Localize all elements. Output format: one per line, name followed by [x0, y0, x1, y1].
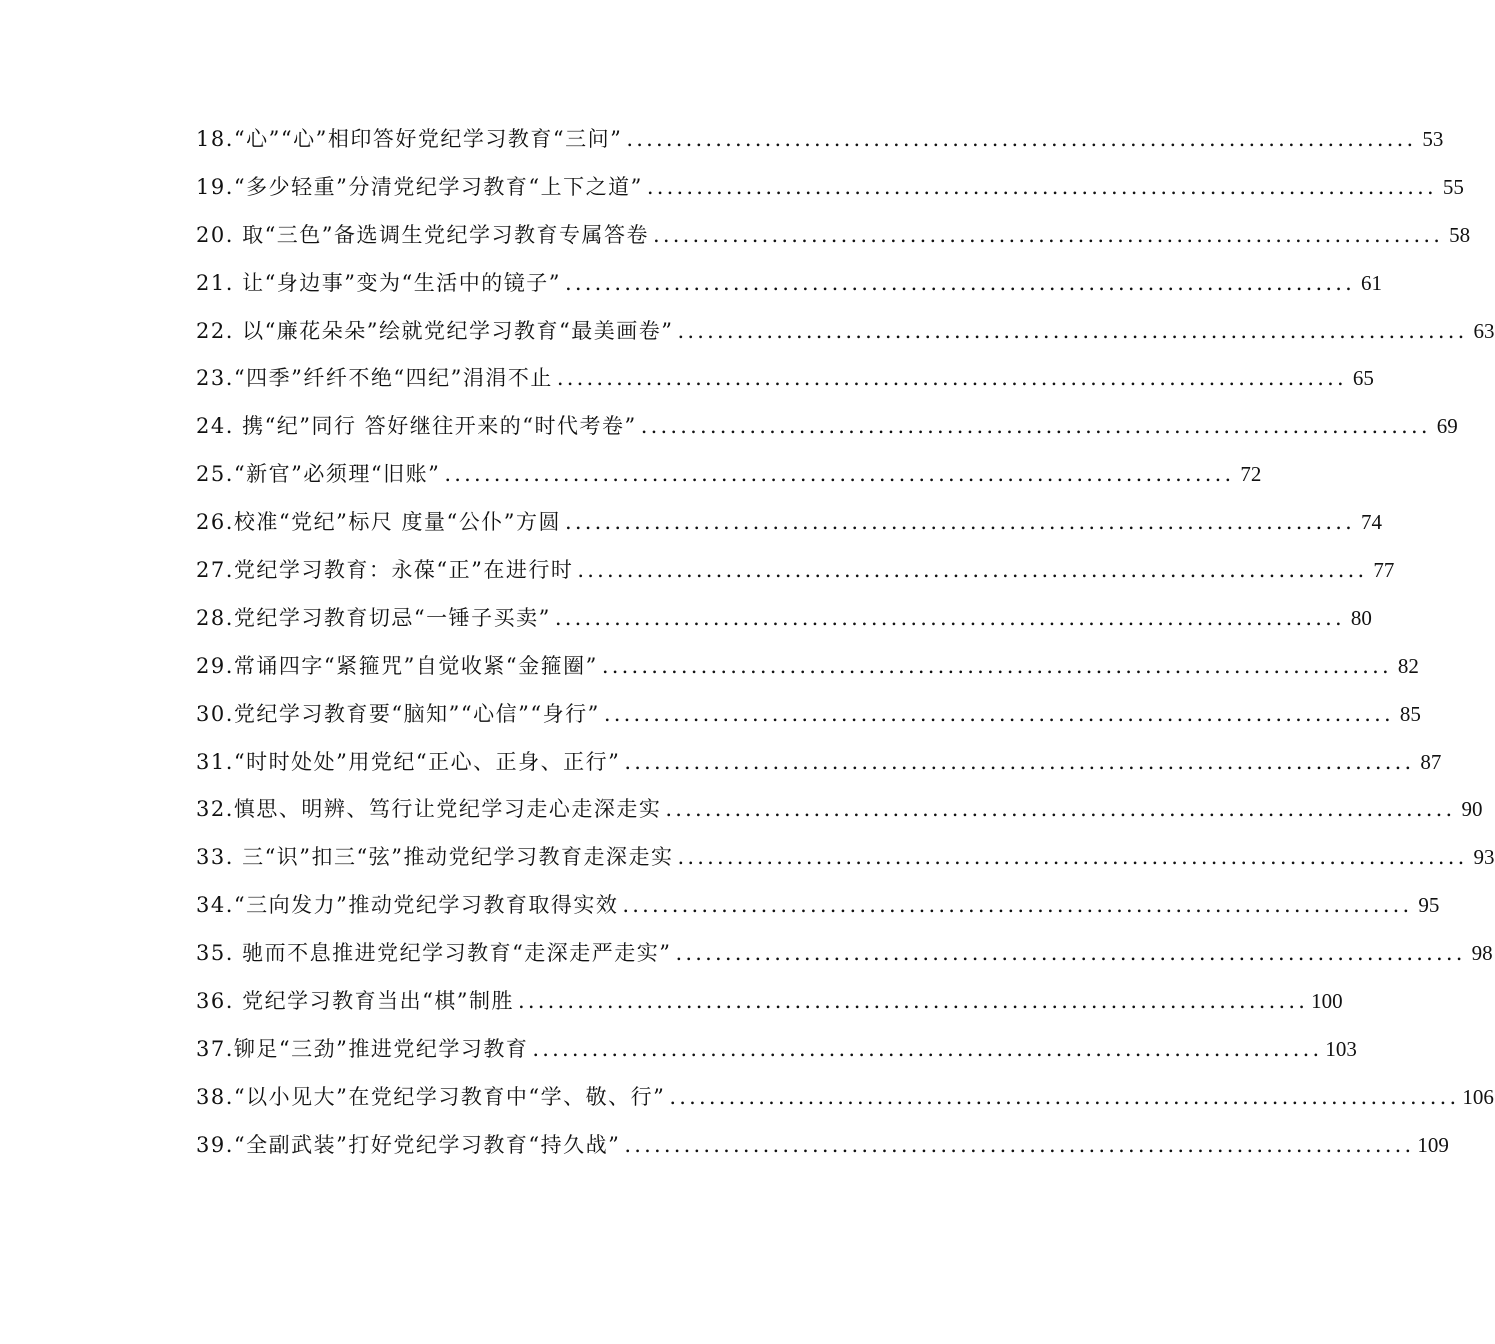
toc-entry[interactable]: [196, 691, 1421, 739]
toc-entry-title: 38.“以小见大”在党纪学习教育中“学、敬、行”: [196, 1084, 666, 1109]
dot-leader: ................................................................................: [677, 318, 1468, 343]
toc-entry-title: 33. 三“识”扣三“弦”推动党纪学习教育走深走实: [196, 845, 674, 870]
toc-entry[interactable]: [196, 1026, 1357, 1074]
toc-entry-page-number: 103: [1325, 1036, 1357, 1061]
toc-entry-page-number: 87: [1420, 749, 1442, 774]
toc-entry-page-number: 65: [1352, 366, 1374, 391]
toc-entry-page-number: 82: [1397, 653, 1419, 678]
toc-entry[interactable]: [196, 834, 1495, 882]
toc-entry[interactable]: [196, 739, 1442, 787]
toc-entry[interactable]: [196, 786, 1483, 834]
toc-entry-page-number: 98: [1471, 941, 1493, 966]
toc-entry-title: 25.“新官”必须理“旧账”: [196, 462, 441, 487]
toc-entry[interactable]: [196, 260, 1383, 308]
dot-leader: ................................................................................: [669, 1084, 1460, 1109]
toc-entry[interactable]: [196, 882, 1440, 930]
dot-leader: ................................................................................: [554, 605, 1345, 630]
toc-entry-page-number: 106: [1462, 1084, 1494, 1109]
dot-leader: ................................................................................: [565, 270, 1356, 295]
toc-entry-title: 19.“多少轻重”分清党纪学习教育“上下之道”: [196, 174, 643, 199]
toc-entry-page-number: 95: [1418, 893, 1440, 918]
toc-entry-page-number: 85: [1399, 701, 1421, 726]
dot-leader: ................................................................................: [646, 174, 1437, 199]
toc-entry-page-number: 69: [1436, 414, 1458, 439]
toc-entry[interactable]: [196, 308, 1495, 356]
toc-entry-title: 21. 让“身边事”变为“生活中的镜子”: [196, 270, 562, 295]
toc-entry-page-number: 109: [1417, 1132, 1449, 1157]
toc-entry-page-number: 72: [1240, 462, 1262, 487]
toc-entry[interactable]: [196, 116, 1444, 164]
toc-entry-title: 26.校准“党纪”标尺 度量“公仆”方圆: [196, 510, 562, 535]
dot-leader: ................................................................................: [624, 1132, 1415, 1157]
toc-entry-title: 36. 党纪学习教育当出“棋”制胜: [196, 989, 515, 1014]
toc-entry[interactable]: [196, 355, 1374, 403]
dot-leader: ................................................................................: [601, 653, 1392, 678]
toc-entry-title: 35. 驰而不息推进党纪学习教育“走深走严走实”: [196, 941, 672, 966]
toc-entry-page-number: 53: [1422, 127, 1444, 151]
toc-entry-title: 24. 携“纪”同行 答好继往开来的“时代考卷”: [196, 414, 637, 439]
dot-leader: ................................................................................: [577, 558, 1368, 583]
dot-leader: ................................................................................: [622, 893, 1413, 918]
toc-entry-page-number: 74: [1361, 510, 1383, 535]
dot-leader: ................................................................................: [603, 701, 1394, 726]
toc-entry-title: 32.慎思、明辨、笃行让党纪学习走心走深走实: [196, 797, 662, 822]
toc-entry-title: 39.“全副武装”打好党纪学习教育“持久战”: [196, 1132, 621, 1157]
dot-leader: ................................................................................: [677, 845, 1468, 870]
dot-leader: ................................................................................: [556, 366, 1347, 391]
toc-entry-title: 34.“三向发力”推动党纪学习教育取得实效: [196, 893, 619, 918]
toc-entry-page-number: 58: [1449, 222, 1471, 247]
dot-leader: ................................................................................: [653, 222, 1444, 247]
toc-entry-page-number: 77: [1373, 558, 1395, 583]
toc-entry-title: 27.党纪学习教育：永葆“正”在进行时: [196, 558, 574, 583]
toc-entry-page-number: 90: [1461, 797, 1483, 822]
toc-entry[interactable]: [196, 643, 1419, 691]
toc-entry-title: 31.“时时处处”用党纪“正心、正身、正行”: [196, 749, 621, 774]
toc-entry[interactable]: [196, 595, 1372, 643]
toc-entry[interactable]: [196, 451, 1262, 499]
toc-entry-title: 20. 取“三色”备选调生党纪学习教育专属答卷: [196, 222, 650, 247]
dot-leader: ................................................................................: [565, 510, 1356, 535]
toc-entry-page-number: 61: [1361, 270, 1383, 295]
dot-leader: ................................................................................: [675, 941, 1466, 966]
dot-leader: ................................................................................: [665, 797, 1456, 822]
toc-entry[interactable]: [196, 930, 1493, 978]
toc-entry[interactable]: [196, 499, 1383, 547]
toc-entry-page-number: 100: [1311, 989, 1343, 1014]
toc-entry[interactable]: [196, 1074, 1494, 1122]
toc-entry-title: 22. 以“廉花朵朵”绘就党纪学习教育“最美画卷”: [196, 318, 674, 343]
dot-leader: ................................................................................: [640, 414, 1431, 439]
toc-entry-page-number: 63: [1473, 318, 1495, 343]
dot-leader: ................................................................................: [518, 989, 1309, 1014]
toc-entry[interactable]: [196, 547, 1395, 595]
dot-leader: ................................................................................: [532, 1036, 1323, 1061]
toc-entry-page-number: 55: [1442, 174, 1464, 199]
toc-entry[interactable]: [196, 403, 1458, 451]
toc-entry-title: 37.铆足“三劲”推进党纪学习教育: [196, 1036, 529, 1061]
toc-entry-title: 18.“心”“心”相印答好党纪学习教育“三问”: [196, 127, 623, 151]
toc-entry[interactable]: [196, 978, 1343, 1026]
toc-entry[interactable]: [196, 212, 1471, 260]
toc-entry-title: 29.常诵四字“紧箍咒”自觉收紧“金箍圈”: [196, 653, 598, 678]
toc-entry[interactable]: [196, 1122, 1449, 1170]
toc-entry-title: 23.“四季”纤纤不绝“四纪”涓涓不止: [196, 366, 553, 391]
toc-entry[interactable]: [196, 164, 1464, 212]
toc-entry-title: 28.党纪学习教育切忌“一锤子买卖”: [196, 605, 551, 630]
dot-leader: ................................................................................: [444, 462, 1235, 487]
toc-entry-title: 30.党纪学习教育要“脑知”“心信”“身行”: [196, 701, 600, 726]
dot-leader: ................................................................................: [624, 749, 1415, 774]
dot-leader: ................................................................................: [626, 127, 1417, 151]
table-of-contents: [196, 116, 1495, 1170]
toc-entry-page-number: 93: [1473, 845, 1495, 870]
toc-entry-page-number: 80: [1350, 605, 1372, 630]
